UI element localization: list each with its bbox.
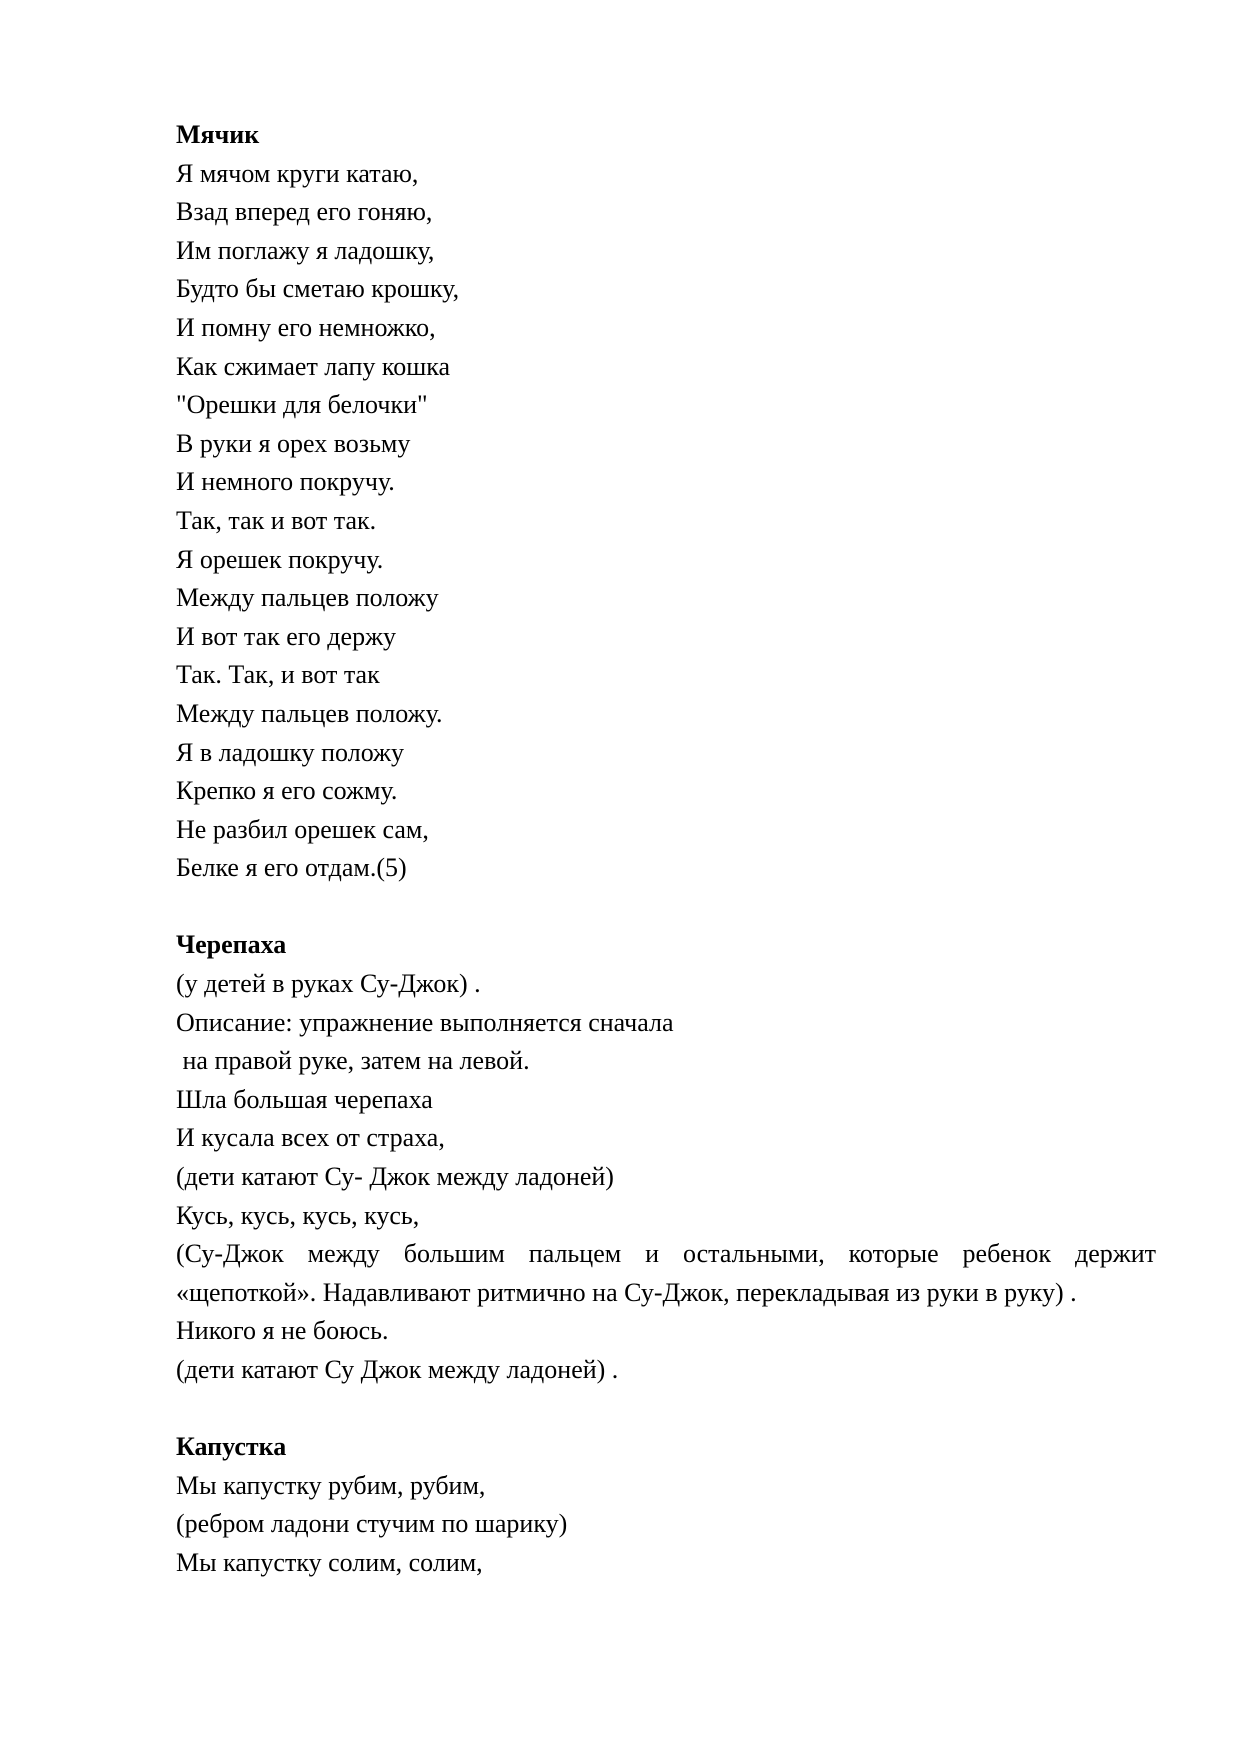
text-line: Я в ладошку положу [176,737,405,767]
text-line: на правой руке, затем на левой. [176,1046,530,1076]
section-title: Мячик [176,120,260,149]
text-line: "Орешки для белочки" [176,390,428,420]
text-line: Мы капустку рубим, рубим, [176,1470,486,1500]
text-line: (ребром ладони стучим по шарику) [176,1509,568,1539]
text-line: Взад вперед его гоняю, [176,197,433,227]
text-line: Белке я его отдам.(5) [176,853,407,883]
text-line: Не разбил орешек сам, [176,814,429,844]
text-line: (дети катают Су- Джок между ладоней) [176,1162,614,1192]
text-line: И немного покручу. [176,467,395,497]
section-cherepakha [176,926,1156,1389]
section-spacer [176,1390,1156,1429]
text-line: И помну его немножко, [176,312,436,342]
text-line: И вот так его держу [176,621,397,651]
section-title: Капустка [176,1432,287,1462]
text-line: Никого я не боюсь. [176,1316,389,1346]
text-line: Так, так и вот так. [176,505,377,535]
text-line: Я мячом круги катаю, [176,158,419,188]
text-line: И кусала всех от страха, [176,1123,445,1153]
text-line: Описание: упражнение выполняется сначала [176,1007,674,1037]
section-kapustka [176,1428,1156,1582]
section-spacer [176,888,1156,927]
text-line: Мы капустку солим, солим, [176,1547,483,1577]
text-line: Так. Так, и вот так [176,660,380,690]
text-line: Кусь, кусь, кусь, кусь, [176,1200,420,1230]
section-myachik [176,116,1156,888]
text-line: (дети катают Су Джок между ладоней) . [176,1355,619,1384]
text-line: Я орешек покручу. [176,544,384,574]
text-line: Шла большая черепаха [176,1084,433,1114]
document-body [176,116,1156,1583]
section-title: Черепаха [176,930,287,960]
text-line: (у детей в руках Су-Джок) . [176,969,481,999]
text-line: Крепко я его сожму. [176,776,398,806]
text-line: Между пальцев положу [176,583,439,613]
text-line: Между пальцев положу. [176,698,443,728]
text-line: Им поглажу я ладошку, [176,235,435,265]
text-line: Как сжимает лапу кошка [176,351,451,381]
instruction-paragraph: (Су-Джок между большим пальцем и остальными, которые ребенок держит «щепоткой». Надавливают ритмично на Су-Джок, перекладывая из руки в руку) . [176,1239,1156,1307]
text-line: В руки я орех возьму [176,428,411,458]
text-line: Будто бы сметаю крошку, [176,274,460,304]
